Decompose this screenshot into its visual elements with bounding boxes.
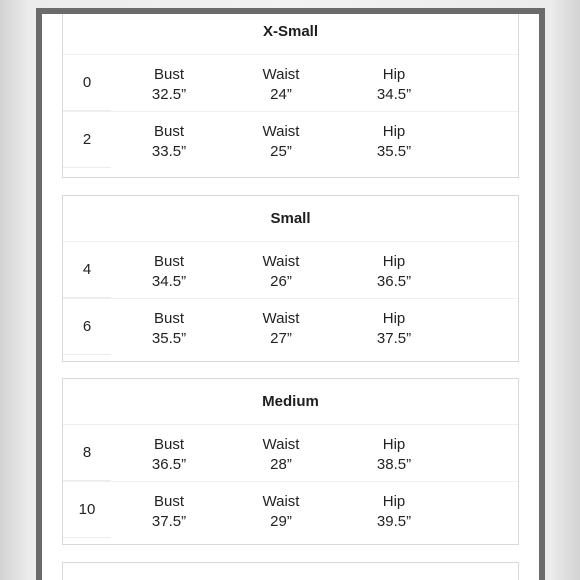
bust-measurement xyxy=(119,309,219,349)
waist-label: Waist xyxy=(262,493,300,510)
hip-label: Hip xyxy=(382,436,406,453)
hip-measurement xyxy=(344,309,444,349)
waist-measurement xyxy=(231,309,331,349)
bust-measurement xyxy=(119,65,219,105)
hip-label: Hip xyxy=(382,493,406,510)
hip-measurement xyxy=(344,122,444,162)
waist-value: 24” xyxy=(270,86,292,103)
size-number: 6 xyxy=(63,299,111,355)
bust-label: Bust xyxy=(153,436,184,453)
table-row xyxy=(63,111,518,168)
hip-value: 35.5” xyxy=(376,143,412,160)
waist-value: 27” xyxy=(270,330,292,347)
hip-value: 38.5” xyxy=(376,456,412,473)
hip-measurement xyxy=(344,435,444,475)
bust-label: Bust xyxy=(153,253,184,270)
bust-value: 37.5” xyxy=(151,513,187,530)
hip-measurement xyxy=(344,492,444,532)
waist-measurement xyxy=(231,65,331,105)
size-card-title: Medium xyxy=(63,379,518,425)
hip-value: 36.5” xyxy=(376,273,412,290)
size-card-title: X-Small xyxy=(63,14,518,55)
waist-measurement xyxy=(231,122,331,162)
waist-measurement xyxy=(231,492,331,532)
waist-measurement xyxy=(231,435,331,475)
bust-value: 32.5” xyxy=(151,86,187,103)
hip-measurement xyxy=(344,252,444,292)
hip-label: Hip xyxy=(382,253,406,270)
waist-value: 29” xyxy=(270,513,292,530)
bust-measurement xyxy=(119,492,219,532)
bust-value: 34.5” xyxy=(151,273,187,290)
table-row xyxy=(63,55,518,111)
size-number: 10 xyxy=(63,482,111,538)
bust-measurement xyxy=(119,252,219,292)
table-row xyxy=(63,242,518,298)
bust-measurement xyxy=(119,435,219,475)
hip-value: 39.5” xyxy=(376,513,412,530)
waist-label: Waist xyxy=(262,436,300,453)
size-card-x-small xyxy=(62,14,519,178)
bust-value: 33.5” xyxy=(151,143,187,160)
waist-label: Waist xyxy=(262,123,300,140)
waist-measurement xyxy=(231,252,331,292)
hip-label: Hip xyxy=(382,66,406,83)
table-row xyxy=(63,298,518,355)
hip-value: 34.5” xyxy=(376,86,412,103)
waist-label: Waist xyxy=(262,253,300,270)
hip-label: Hip xyxy=(382,123,406,140)
hip-measurement xyxy=(344,65,444,105)
size-card-title: Small xyxy=(63,196,518,242)
size-chart-screen[interactable] xyxy=(42,14,539,580)
size-card-small xyxy=(62,195,519,362)
table-row xyxy=(63,425,518,481)
bust-value: 36.5” xyxy=(151,456,187,473)
bust-label: Bust xyxy=(153,493,184,510)
size-card-medium xyxy=(62,378,519,545)
waist-value: 25” xyxy=(270,143,292,160)
size-number: 4 xyxy=(63,242,111,298)
bust-label: Bust xyxy=(153,310,184,327)
size-number: 8 xyxy=(63,425,111,481)
size-number: 0 xyxy=(63,55,111,111)
waist-label: Waist xyxy=(262,66,300,83)
hip-label: Hip xyxy=(382,310,406,327)
bust-label: Bust xyxy=(153,66,184,83)
waist-value: 28” xyxy=(270,456,292,473)
waist-value: 26” xyxy=(270,273,292,290)
hip-value: 37.5” xyxy=(376,330,412,347)
waist-label: Waist xyxy=(262,310,300,327)
size-card-next-partial xyxy=(62,562,519,580)
bust-label: Bust xyxy=(153,123,184,140)
table-row xyxy=(63,481,518,538)
size-number: 2 xyxy=(63,112,111,168)
bust-value: 35.5” xyxy=(151,330,187,347)
bust-measurement xyxy=(119,122,219,162)
